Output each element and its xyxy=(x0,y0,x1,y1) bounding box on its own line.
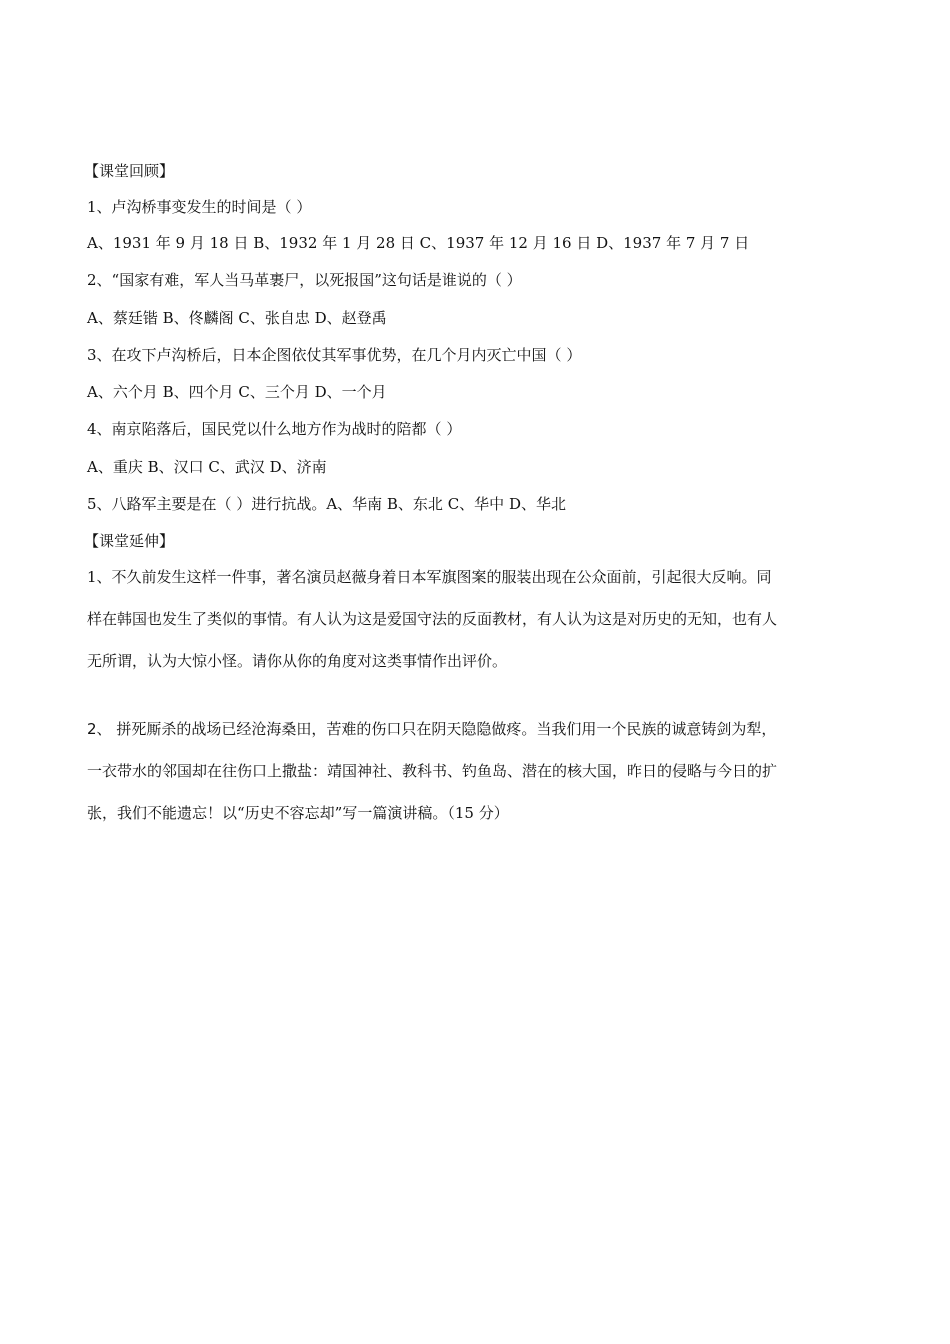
question-2: 2、“国家有难，军人当马革裹尸，以死报国”这句话是谁说的（ ） xyxy=(87,271,522,289)
extension-1-line-1: 1、不久前发生这样一件事，著名演员赵薇身着日本军旗图案的服装出现在公众面前，引起很大反响。同 xyxy=(87,568,772,586)
extension-2-line-1-text: 拼死厮杀的战场已经沧海桑田，苦难的伤口只在阴天隐隐做疼。当我们用一个民族的诚意铸剑为犁， xyxy=(111,720,777,738)
question-5: 5、八路军主要是在（ ）进行抗战。A、华南 B、东北 C、华中 D、华北 xyxy=(87,495,566,513)
question-1: 1、卢沟桥事变发生的时间是（ ） xyxy=(87,198,312,216)
extension-1-line-2: 样在韩国也发生了类似的事情。有人认为这是爱国守法的反面教材，有人认为这是对历史的无知，也有人 xyxy=(87,610,778,628)
extension-1-line-3: 无所谓，认为大惊小怪。请你从你的角度对这类事情作出评价。 xyxy=(87,652,508,670)
extension-2-line-2: 一衣带水的邻国却在往伤口上撒盐：靖国神社、教科书、钓鱼岛、潜在的核大国，昨日的侵略与今日的扩 xyxy=(87,762,778,780)
extension-2-line-1 xyxy=(87,719,776,739)
question-4-options: A、重庆 B、汉口 C、武汉 D、济南 xyxy=(87,458,327,476)
section-heading-review: 【课堂回顾】 xyxy=(84,162,175,180)
section-heading-extension: 【课堂延伸】 xyxy=(84,532,175,550)
question-4: 4、南京陷落后，国民党以什么地方作为战时的陪都（ ） xyxy=(87,420,462,438)
extension-2-number: 2、 xyxy=(87,720,112,738)
question-3-options: A、六个月 B、四个月 C、三个月 D、一个月 xyxy=(87,383,387,401)
extension-2-line-3: 张，我们不能遗忘！以“历史不容忘却”写一篇演讲稿。（15 分） xyxy=(87,804,509,822)
question-1-options: A、1931 年 9 月 18 日 B、1932 年 1 月 28 日 C、1937 年 12 月 16 日 D、1937 年 7 月 7 日 xyxy=(87,234,750,252)
question-3: 3、在攻下卢沟桥后，日本企图依仗其军事优势，在几个月内灭亡中国（ ） xyxy=(87,346,582,364)
question-2-options: A、蔡廷锴 B、佟麟阁 C、张自忠 D、赵登禹 xyxy=(87,309,387,327)
